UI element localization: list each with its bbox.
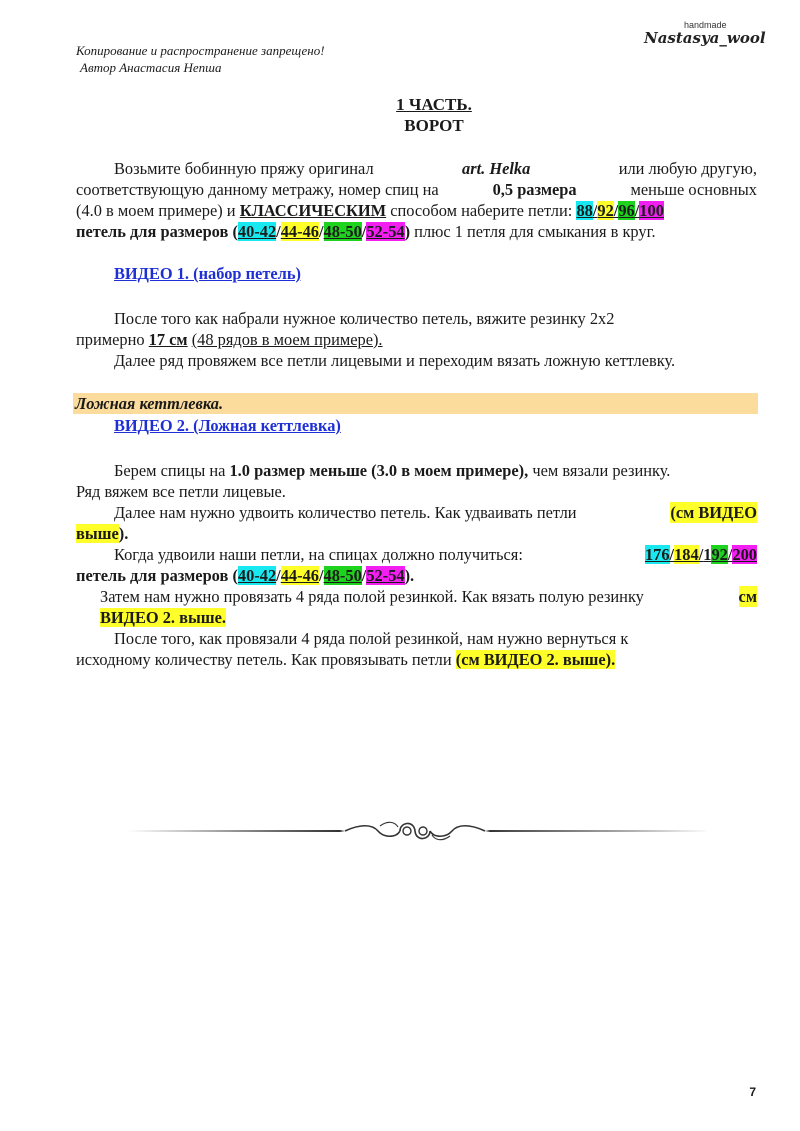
section-heading: Ложная кеттлевка. — [75, 394, 224, 413]
size-range-1b: 40-42 — [237, 566, 277, 585]
p3-line9: После того, как провязали 4 ряда полой резинкой, нам нужно вернуться к — [114, 629, 629, 648]
p3-line4: выше). — [76, 524, 129, 543]
size-range-2b: 44-46 — [280, 566, 319, 585]
copyright-line: Копирование и распространение запрещено! — [76, 43, 325, 58]
chapter-number: 1 ЧАСТЬ. — [396, 95, 472, 114]
ornament-divider — [120, 816, 710, 846]
p3-line3: Далее нам нужно удвоить количество петель. Как удваивать петли (см ВИДЕО — [114, 503, 757, 522]
p3-line5: Когда удвоили наши петли, на спицах должно получиться: 176/184/192/200 — [114, 545, 757, 564]
ribbing-length: 17 см — [148, 330, 188, 349]
section-heading-band — [73, 393, 758, 414]
brand-logo — [644, 20, 766, 54]
size-range-1: 40-42 — [237, 222, 277, 241]
size-range-4b: 52-54 — [366, 566, 405, 585]
yarn-article: art. Helka — [462, 159, 531, 178]
stitch-count-size2: 92 — [597, 201, 614, 220]
see-video-ref-3: (см ВИДЕО 2. выше). — [455, 650, 616, 669]
doubled-count-size3: 92 — [711, 545, 728, 564]
paragraph-ribbing: После того как набрали нужное количество петель, вяжите резинку 2х2 примерно 17 см (48 рядов в моем примере). Далее ряд провяжем все петли лицевыми и переходим вязать ложную кеттлевку. — [76, 308, 757, 371]
size-range-2: 44-46 — [280, 222, 319, 241]
p3-line8: ВИДЕО 2. выше. — [100, 608, 226, 627]
doubled-count-size2: 184 — [674, 545, 699, 564]
copyright-notice — [76, 42, 436, 76]
see-video-ref-1: (см ВИДЕО — [670, 503, 757, 522]
video-1-link[interactable]: ВИДЕО 1. (набор петель) — [114, 264, 301, 283]
cast-on-method: КЛАССИЧЕСКИМ — [239, 201, 387, 220]
chapter-title — [0, 94, 800, 136]
doubled-count-size1: 176 — [644, 545, 670, 564]
p1-line1: Возьмите бобинную пряжу оригинал art. Helka или любую другую, — [114, 159, 757, 178]
logo-wordmark: Nastasya_wool — [644, 29, 766, 47]
paragraph-yarn — [76, 158, 757, 242]
flourish-icon — [120, 816, 710, 846]
see-video-ref-2: см — [738, 587, 757, 606]
needle-reduction: 1.0 размер меньше (3.0 в моем примере), — [229, 461, 529, 480]
size-range-3: 48-50 — [323, 222, 362, 241]
stitch-count-size3: 96 — [618, 201, 635, 220]
needle-size: 0,5 размера — [492, 180, 577, 199]
logo-tagline: handmade — [684, 20, 727, 30]
p1-line2: соответствующую данному метражу, номер спиц на 0,5 размера меньше основных — [76, 180, 757, 199]
page-number: 7 — [749, 1085, 756, 1099]
chapter-name: ВОРОТ — [404, 116, 464, 135]
p2-line2: примерно 17 см (48 рядов в моем примере). — [76, 330, 383, 349]
video-2-link[interactable]: ВИДЕО 2. (Ложная кеттлевка) — [114, 416, 341, 435]
stitch-count-size1: 88 — [576, 201, 593, 220]
p1-line4: петель для размеров (40-42/44-46/48-50/52-54) плюс 1 петля для смыкания в круг. — [76, 222, 656, 241]
size-range-4: 52-54 — [366, 222, 405, 241]
p1-line3: (4.0 в моем примере) и КЛАССИЧЕСКИМ способом наберите петли: 88/92/96/100 — [76, 201, 664, 220]
p3-line10: исходному количеству петель. Как провязывать петли (см ВИДЕО 2. выше). — [76, 650, 616, 669]
p3-line1: Берем спицы на 1.0 размер меньше (3.0 в моем примере), чем вязали резинку. — [114, 461, 671, 480]
author-line: Автор Анастасия Непша — [80, 60, 222, 75]
doubled-count-size4: 200 — [732, 545, 757, 564]
size-range-3b: 48-50 — [323, 566, 362, 585]
paragraph-kettle: Берем спицы на 1.0 размер меньше (3.0 в моем примере), чем вязали резинку. Ряд вяжем все петли лицевые. Далее нам нужно удвоить количество петель. Как удваивать петли (см ВИДЕО выше). Когда удвоили наши петли, на спицах должно получиться: 176/184/192/200 петель для размеров (40-42/44-46/48-50/52-54). Затем нам нужно провязать 4 ряда полой резинкой. Как вязать полую резинку см ВИДЕО 2. выше. После того, как провязали 4 ряда полой резинкой, нам нужно вернуться к исходному количеству петель. Как провязывать петли (см ВИДЕО 2. выше). — [76, 461, 757, 669]
p3-line6: петель для размеров (40-42/44-46/48-50/52-54). — [76, 566, 415, 585]
p3-line7: Затем нам нужно провязать 4 ряда полой резинкой. Как вязать полую резинку см — [100, 587, 757, 606]
stitch-count-size4: 100 — [639, 201, 664, 220]
